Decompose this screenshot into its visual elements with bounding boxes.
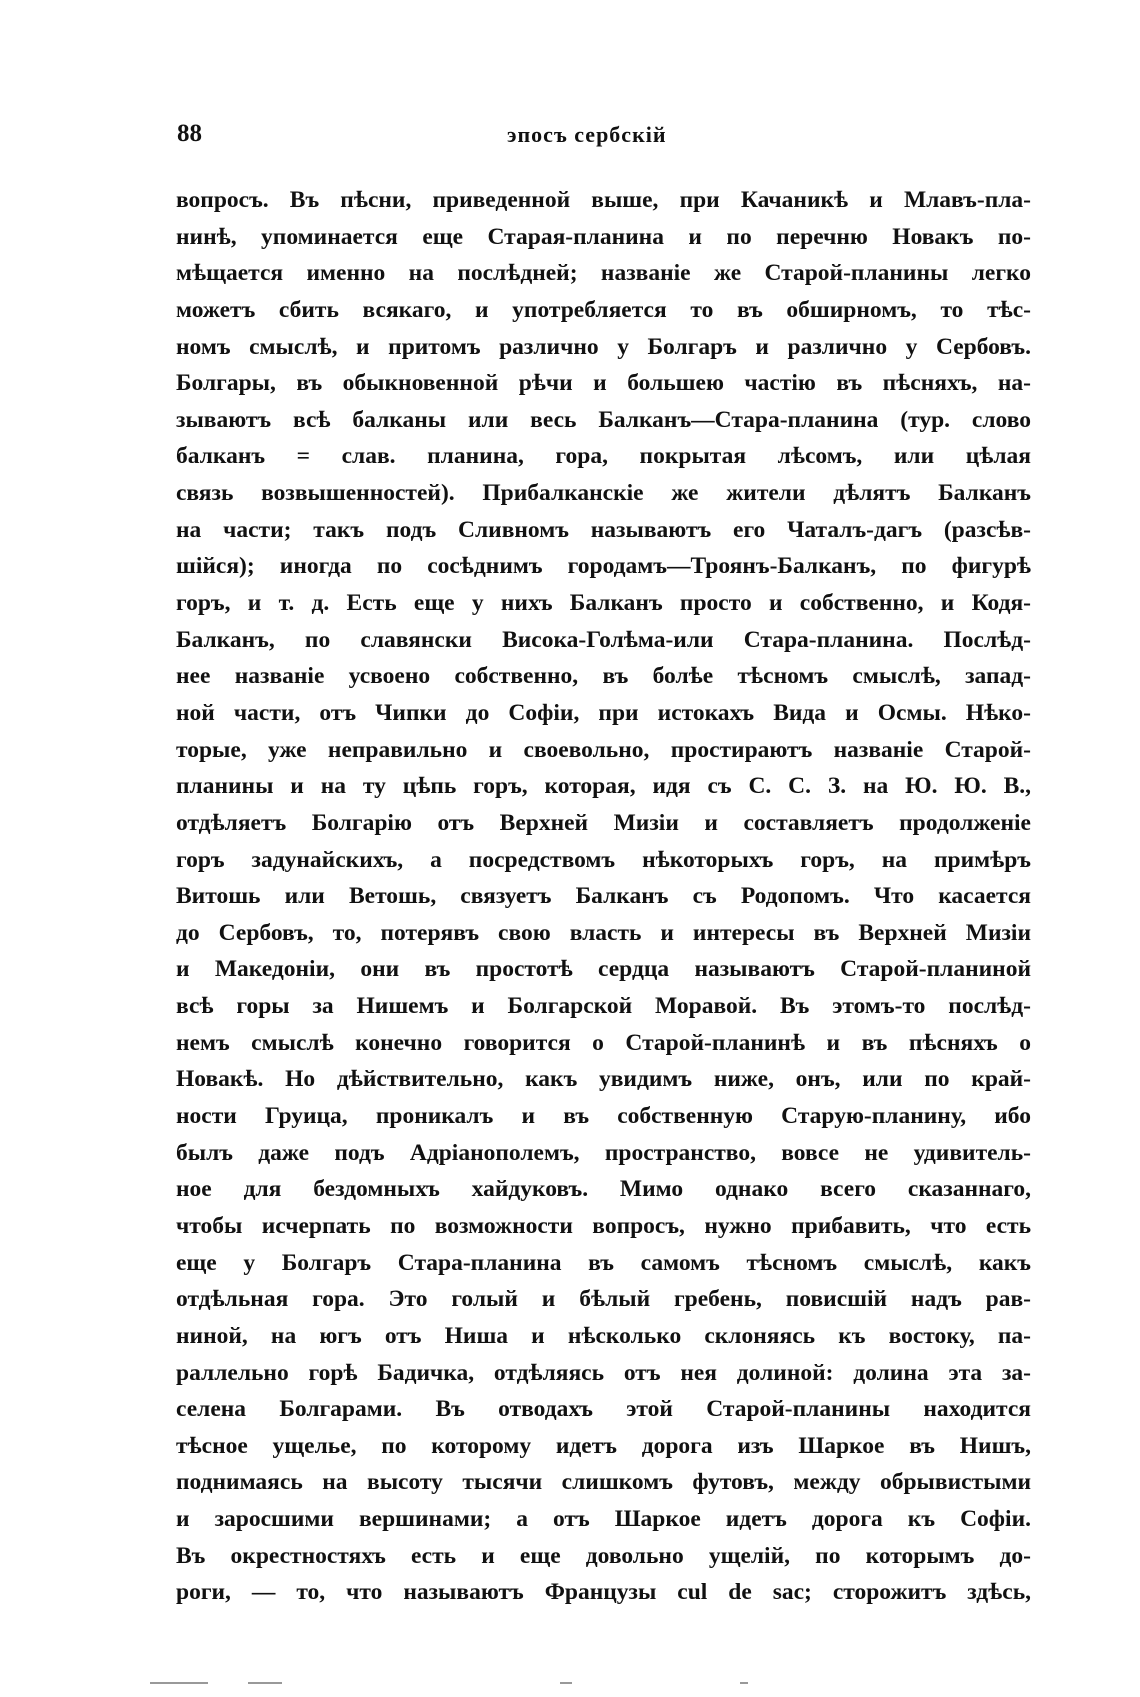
running-head (177, 120, 1030, 160)
text-line: Балканъ, по славянски Висока-Голѣма-или Стара-планина. Послѣд- (176, 626, 1031, 653)
text-line: немъ смыслѣ конечно говорится о Старой-планинѣ и въ пѣсняхъ о (176, 1029, 1031, 1056)
text-line: Въ окрестностяхъ есть и еще довольно ущелій, по которымъ до- (176, 1542, 1031, 1569)
text-line: балканъ = слав. планина, гора, покрытая лѣсомъ, или цѣлая (176, 443, 1031, 470)
text-line: Витошь или Ветошь, связуетъ Балканъ съ Родопомъ. Что касается (176, 883, 1031, 910)
scan-mark (560, 1682, 572, 1684)
text-line: мѣщается именно на послѣдней; названіе же Старой-планины легко (176, 260, 1031, 287)
text-line: Новакѣ. Но дѣйствительно, какъ увидимъ ниже, онъ, или по край- (176, 1066, 1031, 1093)
text-line: ниной, на югъ отъ Ниша и нѣсколько склоняясь къ востоку, па- (176, 1322, 1031, 1349)
text-line: ное для бездомныхъ хайдуковъ. Мимо однако всего сказаннаго, (176, 1176, 1031, 1203)
text-line: всѣ горы за Нишемъ и Болгарской Моравой. Въ этомъ-то послѣд- (176, 993, 1031, 1020)
text-line: планины и на ту цѣпь горъ, которая, идя съ С. С. З. на Ю. Ю. В., (176, 773, 1031, 800)
text-line: Болгары, въ обыкновенной рѣчи и большею частію въ пѣсняхъ, на- (176, 370, 1031, 397)
text-line: и заросшими вершинами; а отъ Шаркое идетъ дорога къ Софіи. (176, 1506, 1031, 1533)
text-line: раллельно горѣ Бадичка, отдѣляясь отъ нея долиной: долина эта за- (176, 1359, 1031, 1386)
text-line: нинѣ, упоминается еще Старая-планина и по перечню Новакъ по- (176, 223, 1031, 250)
text-line: можетъ сбить всякаго, и употребляется то въ обширномъ, то тѣс- (176, 296, 1031, 323)
text-line: селена Болгарами. Въ отводахъ этой Старой-планины находится (176, 1396, 1031, 1423)
text-line: нее названіе усвоено собственно, въ болѣе тѣсномъ смыслѣ, запад- (176, 663, 1031, 690)
text-line: ной части, отъ Чипки до Софіи, при истокахъ Вида и Осмы. Нѣко- (176, 699, 1031, 726)
running-title: эпосъ сербскій (507, 122, 667, 147)
text-line: отдѣльная гора. Это голый и бѣлый гребень, повисшій надъ рав- (176, 1286, 1031, 1313)
text-line: чтобы исчерпать по возможности вопросъ, нужно прибавить, что есть (176, 1212, 1031, 1239)
text-line: шійся); иногда по сосѣднимъ городамъ—Троянъ-Балканъ, по фигурѣ (176, 553, 1031, 580)
text-line: тѣсное ущелье, по которому идетъ дорога изъ Шаркое въ Нишъ, (176, 1432, 1031, 1459)
page-number: 88 (177, 120, 202, 147)
text-line: зываютъ всѣ балканы или весь Балканъ—Стара-планина (тур. слово (176, 406, 1031, 433)
scan-edge-marks (150, 1682, 1000, 1688)
text-line: горъ, и т. д. Есть еще у нихъ Балканъ просто и собственно, и Кодя- (176, 590, 1031, 617)
body-text (176, 182, 1031, 1611)
text-line: на части; такъ подъ Сливномъ называютъ его Чаталъ-дагъ (разсѣв- (176, 516, 1031, 543)
scan-mark (740, 1682, 748, 1684)
text-line: ности Груица, проникалъ и въ собственную Старую-планину, ибо (176, 1103, 1031, 1130)
scan-mark (248, 1682, 282, 1684)
text-line: вопросъ. Въ пѣсни, приведенной выше, при Качаникѣ и Млавъ-пла- (176, 187, 1031, 213)
text-line: горъ задунайскихъ, а посредствомъ нѣкоторыхъ горъ, на примѣръ (176, 846, 1031, 873)
text-line: роги, — то, что называютъ Французы cul de sac; сторожитъ здѣсь, (176, 1579, 1031, 1606)
text-line: отдѣляетъ Болгарію отъ Верхней Мизіи и составляетъ продолженіе (176, 809, 1031, 836)
text-line: и Македоніи, они въ простотѣ сердца называютъ Старой-планиной (176, 956, 1031, 983)
text-line: связь возвышенностей). Прибалканскіе же жители дѣлятъ Балканъ (176, 480, 1031, 507)
scan-mark (150, 1682, 208, 1684)
text-line: поднимаясь на высоту тысячи слишкомъ футовъ, между обрывистыми (176, 1469, 1031, 1496)
text-line: до Сербовъ, то, потерявъ свою власть и интересы въ Верхней Мизіи (176, 919, 1031, 946)
text-line: еще у Болгаръ Стара-планина въ самомъ тѣсномъ смыслѣ, какъ (176, 1249, 1031, 1276)
text-line: номъ смыслѣ, и притомъ различно у Болгаръ и различно у Сербовъ. (176, 333, 1031, 360)
text-line: торые, уже неправильно и своевольно, простираютъ названіе Старой- (176, 736, 1031, 763)
text-line: былъ даже подъ Адріанополемъ, пространство, вовсе не удивитель- (176, 1139, 1031, 1166)
